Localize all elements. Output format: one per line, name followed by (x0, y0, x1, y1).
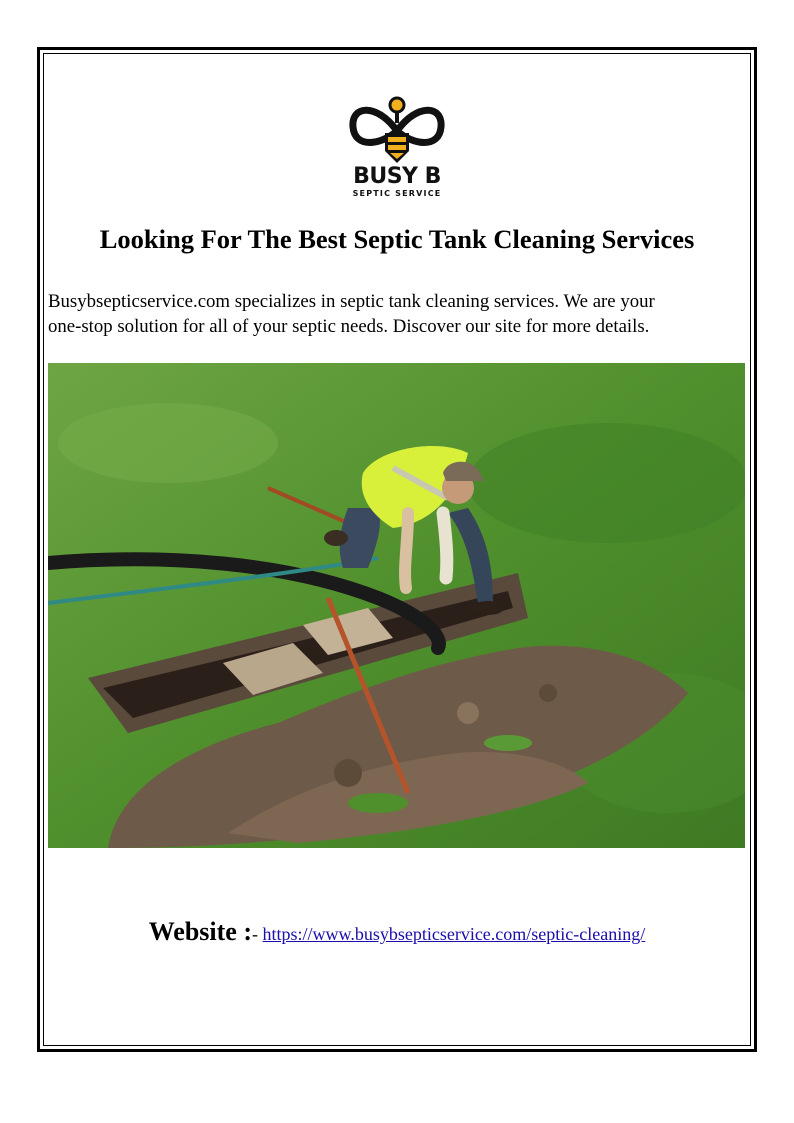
website-label: Website : (148, 917, 252, 946)
website-link[interactable]: https://www.busybsepticservice.com/septic-cleaning/ (262, 924, 646, 944)
description-line-1: Busybsepticservice.com specializes in septic tank cleaning services. We are your (48, 291, 655, 312)
bee-icon (337, 93, 457, 167)
page-title: Looking For The Best Septic Tank Cleaning Services (99, 224, 695, 254)
logo-tagline: SEPTIC SERVICE (352, 189, 442, 198)
logo-wordmark: BUSY B (353, 164, 441, 189)
photo-illustration (48, 363, 745, 848)
septic-cleaning-photo (48, 363, 745, 848)
website-line (40, 915, 754, 951)
description-line-2: one-stop solution for all of your septic needs. Discover our site for more details. (48, 316, 650, 337)
website-separator: - (252, 924, 263, 944)
busy-b-logo (337, 93, 457, 205)
description (48, 289, 758, 339)
